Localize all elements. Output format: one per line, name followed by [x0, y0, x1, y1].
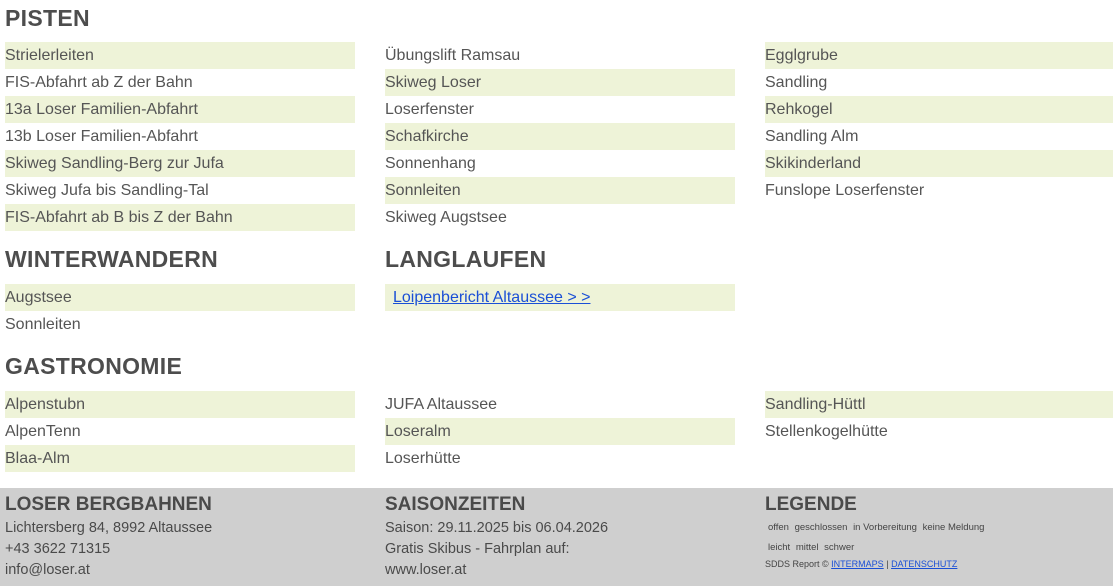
list-item: Sandling Alm: [765, 128, 859, 145]
list-item: Loseralm: [385, 418, 735, 445]
legend-difficult: schwer: [824, 542, 855, 553]
footer-skibus: Gratis Skibus - Fahrplan auf:: [385, 541, 570, 557]
list-item: Schafkirche: [385, 123, 735, 150]
footer-season: [385, 494, 608, 581]
footer-address: Lichtersberg 84, 8992 Altaussee: [5, 520, 213, 536]
pisten-column-2: [385, 42, 735, 231]
gastronomie-column-3: [765, 391, 1113, 445]
list-item: JUFA Altaussee: [385, 396, 498, 413]
list-item: Rehkogel: [765, 96, 1113, 123]
list-item: AlpenTenn: [5, 423, 81, 440]
list-item: Sandling-Hüttl: [765, 391, 1113, 418]
pisten-column-3: [765, 42, 1113, 204]
list-item: 13b Loser Familien-Abfahrt: [5, 128, 198, 145]
list-item: Skiweg Sandling-Berg zur Jufa: [5, 150, 355, 177]
list-item: Loserhütte: [385, 450, 461, 467]
gastronomie-column-2: [385, 391, 735, 472]
footer: [0, 488, 1113, 586]
list-item: Alpenstubn: [5, 391, 355, 418]
legend-no-report: keine Meldung: [922, 522, 985, 533]
list-item: 13a Loser Familien-Abfahrt: [5, 96, 355, 123]
winterwandern-list: [5, 284, 355, 338]
list-item: Egglgrube: [765, 42, 1113, 69]
footer-season-title: SAISONZEITEN: [385, 494, 526, 515]
list-item: [385, 284, 735, 311]
list-item: Sonnenhang: [385, 155, 476, 172]
list-item: Funslope Loserfenster: [765, 182, 925, 199]
list-item: Skiweg Jufa bis Sandling-Tal: [5, 182, 209, 199]
list-item: FIS-Abfahrt ab B bis Z der Bahn: [5, 204, 355, 231]
legend-status-row: [765, 518, 984, 538]
footer-email: info@loser.at: [5, 562, 90, 578]
gastronomie-title: GASTRONOMIE: [5, 353, 183, 379]
list-item: FIS-Abfahrt ab Z der Bahn: [5, 74, 193, 91]
langlaufen-list: [385, 284, 735, 311]
legend-difficulty-row: [765, 538, 984, 558]
legend-closed: geschlossen: [794, 522, 848, 533]
footer-website: www.loser.at: [385, 562, 467, 578]
list-item: Loserfenster: [385, 101, 474, 118]
credits: [765, 558, 984, 571]
footer-legend: [765, 494, 984, 571]
list-item: Übungslift Ramsau: [385, 47, 521, 64]
footer-company: [5, 494, 212, 581]
footer-legend-title: LEGENDE: [765, 494, 857, 515]
pisten-title: PISTEN: [5, 5, 90, 31]
legend-open: offen: [768, 522, 789, 533]
loipenbericht-link[interactable]: Loipenbericht Altaussee > >: [393, 289, 591, 306]
footer-season-dates: Saison: 29.11.2025 bis 06.04.2026: [385, 520, 609, 536]
legend-preparation: in Vorbereitung: [853, 522, 917, 533]
langlaufen-title: LANGLAUFEN: [385, 246, 547, 272]
list-item: Blaa-Alm: [5, 445, 355, 472]
list-item: Sonnleiten: [5, 316, 81, 333]
winterwandern-title: WINTERWANDERN: [5, 246, 219, 272]
datenschutz-link[interactable]: DATENSCHUTZ: [891, 559, 958, 569]
list-item: Skiweg Augstsee: [385, 209, 507, 226]
footer-phone: +43 3622 71315: [5, 541, 111, 557]
list-item: Sonnleiten: [385, 177, 735, 204]
credit-prefix: SDDS Report ©: [765, 559, 829, 569]
list-item: Stellenkogelhütte: [765, 423, 888, 440]
list-item: Strielerleiten: [5, 42, 355, 69]
list-item: Sandling: [765, 74, 828, 91]
pisten-column-1: [5, 42, 355, 231]
gastronomie-column-1: [5, 391, 355, 472]
legend-easy: leicht: [768, 542, 791, 553]
list-item: Skikinderland: [765, 150, 1113, 177]
footer-company-title: LOSER BERGBAHNEN: [5, 494, 212, 515]
credit-separator: |: [886, 559, 889, 569]
legend-medium: mittel: [795, 542, 819, 553]
list-item: Skiweg Loser: [385, 69, 735, 96]
intermaps-link[interactable]: INTERMAPS: [831, 559, 884, 569]
list-item: Augstsee: [5, 284, 355, 311]
